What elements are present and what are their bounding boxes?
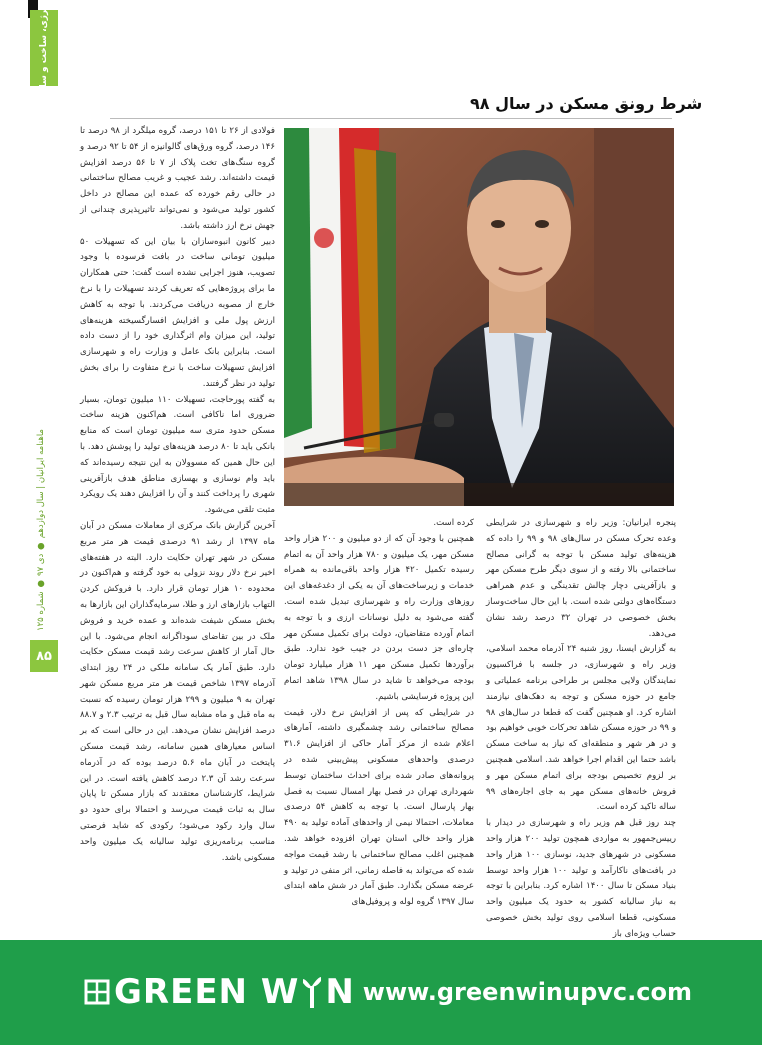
article-column-2	[284, 516, 474, 911]
paragraph: در شرایطی که پس از افزایش نرخ دلار، قیمت مصالح ساختمانی رشد چشمگیری داشته، آمارهای اعلام شده از مرکز آمار حاکی از افزایش ۳۱.۶ درصدی واحدهای مسکونی پیش‌بینی شده در پروانه‌های صادر شده برای احداث ساختمان توسط شهرداری تهران در فصل بهار امسال نسبت به فصل بهار پارسال است. با توجه به کاهش ۵۴ درصدی معاملات، احتمالا نیمی از واحدهای آماده تولید به ۴۹۰ هزار واحد خالی استان تهران افزوده خواهد شد. همچنین اغلب مصالح ساختمانی با رشد قیمت مواجه شده که می‌تواند به فاصله زمانی، اثر منفی در تولید و عرضه مسکن بگذارد. طبق آمار در شش ماهه ابتدای سال ۱۳۹۷ گروه لوله و پروفیل‌های	[284, 707, 475, 908]
article-photo	[284, 128, 674, 506]
paragraph: دبیر کانون انبوه‌سازان با بیان این که تسهیلات ۵۰ میلیون تومانی ساخت در بافت فرسوده با وجود تصویب، هنوز اجرایی نشده است گفت: حتی همکاران ما برای پروژه‌هایی که تعریف کردند تسهیلات را با نرخ خارج از مصوبه دریافت می‌کردند. با توجه به کاهش ارزش پول ملی و افزایش افسارگسیخته هزینه‌های تولید، این میزان وام اثرگذاری خود را از دست داده است. بنابراین بانک عامل و وزارت راه و شهرسازی افزایش تسهیلات ساخت با نرخ متفاوت را برای بخش تولید در نظر گرفتند.	[80, 236, 275, 389]
paragraph: کرده است.	[433, 518, 474, 528]
paragraph: چند روز قبل هم وزیر راه و شهرسازی در دیدار با رییس‌جمهور به مواردی همچون تولید ۲۰۰ هزار واحد مسکونی در شهرهای جدید، نوسازی ۱۰۰ هزار واحد در بافت‌های ناکارآمد و تولید ۱۰۰ هزار واحد توسط بنیاد مسکن تا سال ۱۴۰۰ اشاره کرد. بنابراین با توجه به نیاز سالیانه کشور به حدود یک میلیون واحد مسکونی، قطعا اسلامی روی تولید بخش خصوصی حساب ویژه‌ای باز	[486, 818, 677, 939]
sprout-icon	[303, 974, 321, 1010]
page-number: ۸۵	[30, 640, 58, 672]
paragraph: به گزارش ایسنا، روز شنبه ۲۴ آذرماه محمد اسلامی، وزیر راه و شهرسازی، در جلسه با فراکسیون نمایندگان ولایی مجلس بر طراحی برنامه عملیاتی و جامع در حوزه مسکن و توجه به دهک‌های نیازمند اشاره کرد. او همچنین گفت که قطعا در سال‌های ۹۸ و ۹۹ در حوزه مسکن شاهد تحرکات خوبی خواهیم بود و در هر شهر و منطقه‌ای که نیاز به ساخت مسکن باشد حتما این اقدام اجرا خواهد شد. اسلامی همچنین بر لزوم تخصیص بودجه برای اتمام مسکن مهر و فروش خانه‌های مسکن مهر به جای اجاره‌های ۹۹ ساله تاکید کرده است.	[486, 644, 676, 813]
article-title-row	[470, 90, 703, 116]
article-title: شرط رونق مسکن در سال ۹۸	[470, 93, 703, 113]
portrait-photo	[284, 128, 674, 506]
brand-text-2: N	[325, 972, 355, 1012]
paragraph: همچنین با وجود آن که از دو میلیون و ۲۰۰ هزار واحد مسکن مهر، یک میلیون و ۷۸۰ هزار واحد آن به اتمام رسیده تکمیل ۴۲۰ هزار واحد باقی‌مانده به همراه خدمات و زیرساخت‌های آن به یکی از دغدغه‌های این روزهای وزارت راه و شهرسازی تبدیل شده است. گفته می‌شود به دلیل نوسانات ارزی و با توجه به اتمام آورده متقاضیان، دولت برای تکمیل مسکن مهر چاره‌ای جز دست بردن در جیب خود ندارد. طبق برآوردها تکمیل مسکن مهر ۱۱ هزار میلیارد تومان بودجه می‌خواهد تا شاید در سال ۱۳۹۸ شاهد اتمام این پروژه فرسایشی باشیم.	[284, 533, 474, 702]
brand-logo	[84, 972, 355, 1012]
paragraph: پنجره ایرانیان: وزیر راه و شهرسازی در شرایطی وعده تحرک مسکن در سال‌های ۹۸ و ۹۹ را داده که هزینه‌های تولید مسکن با توجه به گرانی مصالح ساختمانی بالا رفته و از سوی دیگر طرح مسکن مهر و بازآفرینی دچار چالش تقدینگی و عدم همراهی دستگاه‌های دولتی شده است. با این حال ساخت‌وساز بخش خصوصی در تهران ۳۲ درصد رشد نشان می‌دهد.	[486, 518, 676, 639]
brand-text-1: GREEN W	[114, 972, 300, 1012]
paragraph: به گفته پورحاجت، تسهیلات ۱۱۰ میلیون تومان، بسیار ضروری اما ناکافی است. هم‌اکنون هزینه ساخت مسکن حدود متری سه میلیون تومان است که منابع بانکی باید تا ۸۰ درصد هزینه‌های تولید را پوشش دهد. با این حال همین که مسوولان به این نتیجه رسیده‌اند که باید وام نوسازی و بهسازی مناطق هدف بازآفرینی شهری را پرداخت کنند و آن را افزایش دهند یک رویکرد مثبت تلقی می‌شود.	[80, 394, 275, 516]
website-url: www.greenwinupvc.com	[362, 978, 692, 1006]
window-frame-icon	[84, 979, 110, 1005]
section-tab-label: انرژی، ساخت و ساز	[39, 3, 49, 93]
folio	[30, 430, 52, 630]
paragraph: فولادی از ۲۶ تا ۱۵۱ درصد، گروه میلگرد از ۹۸ درصد تا ۱۴۶ درصد، گروه ورق‌های گالوانیزه از ۵۴ تا ۹۲ درصد و گروه سنگ‌های تخت پلاک از ۷ تا ۵۶ درصد افزایش قیمت داشته‌اند. رشد عجیب و غریب مصالح ساختمانی در حالی رقم خورده که عمده این مصالح در داخل کشور تولید می‌شود و نمی‌تواند تاثیرپذیری چندانی از جهش نرخ ارز داشته باشد.	[80, 126, 275, 231]
section-tab	[30, 3, 58, 93]
left-margin-strip	[0, 0, 30, 1045]
title-divider	[110, 118, 672, 119]
article-column-1	[486, 516, 676, 943]
article-column-3	[80, 124, 275, 866]
paragraph: آخرین گزارش بانک مرکزی از معاملات مسکن در آبان ماه ۱۳۹۷ از رشد ۹۱ درصدی قیمت هر متر مربع مسکن در شهر تهران حکایت دارد. البته در هفته‌های اخیر نرخ دلار روند نزولی به خود گرفته و هم‌اکنون در محدوده ۱۰ هزار تومان قرار دارد. با فروکش کردن التهاب بازارهای ارز و طلا، سرمایه‌گذاران این بازارها به بخش مسکن شیفت شده‌اند و عمده خرید و فروش ملک در بین تقاضای سوداگرانه انجام می‌شود. با این حال آمار از کاهش سرعت رشد قیمت مسکن حکایت دارد. طبق آمار یک سامانه ملکی در ۲۴ روز ابتدای آذرماه ۱۳۹۷ شاخص قیمت هر متر مربع مسکن شهر تهران به ۹ میلیون و ۲۹۹ هزار تومان رسیده که نسبت به ماه قبل و ماه مشابه سال قبل به ترتیب ۲.۳ و ۸۸.۷ درصد افزایش نشان می‌دهد. این در حالی است که بر اساس معیارهای همین سامانه، رشد قیمت مسکن پایتخت در آبان ماه ۵.۶ درصد بوده که در آذرماه سرعت رشد آن ۲.۳ درصد کاهش یافته است. در این شرایط، کارشناسان معتقدند که بازار مسکن تا پایان سال به ثبات قیمت می‌رسد و احتمالا برای حدود دو سال وارد رکود می‌شود؛ رکودی که شاید فرصتی مناسب برنامه‌ریزی تولید سالیانه یک میلیون واحد مسکونی باشد.	[80, 520, 276, 863]
folio-label: ماهنامه ایرانیان | سال دوازدهم ● دی ۹۷ ● شماره ۱۲۵	[36, 429, 46, 631]
